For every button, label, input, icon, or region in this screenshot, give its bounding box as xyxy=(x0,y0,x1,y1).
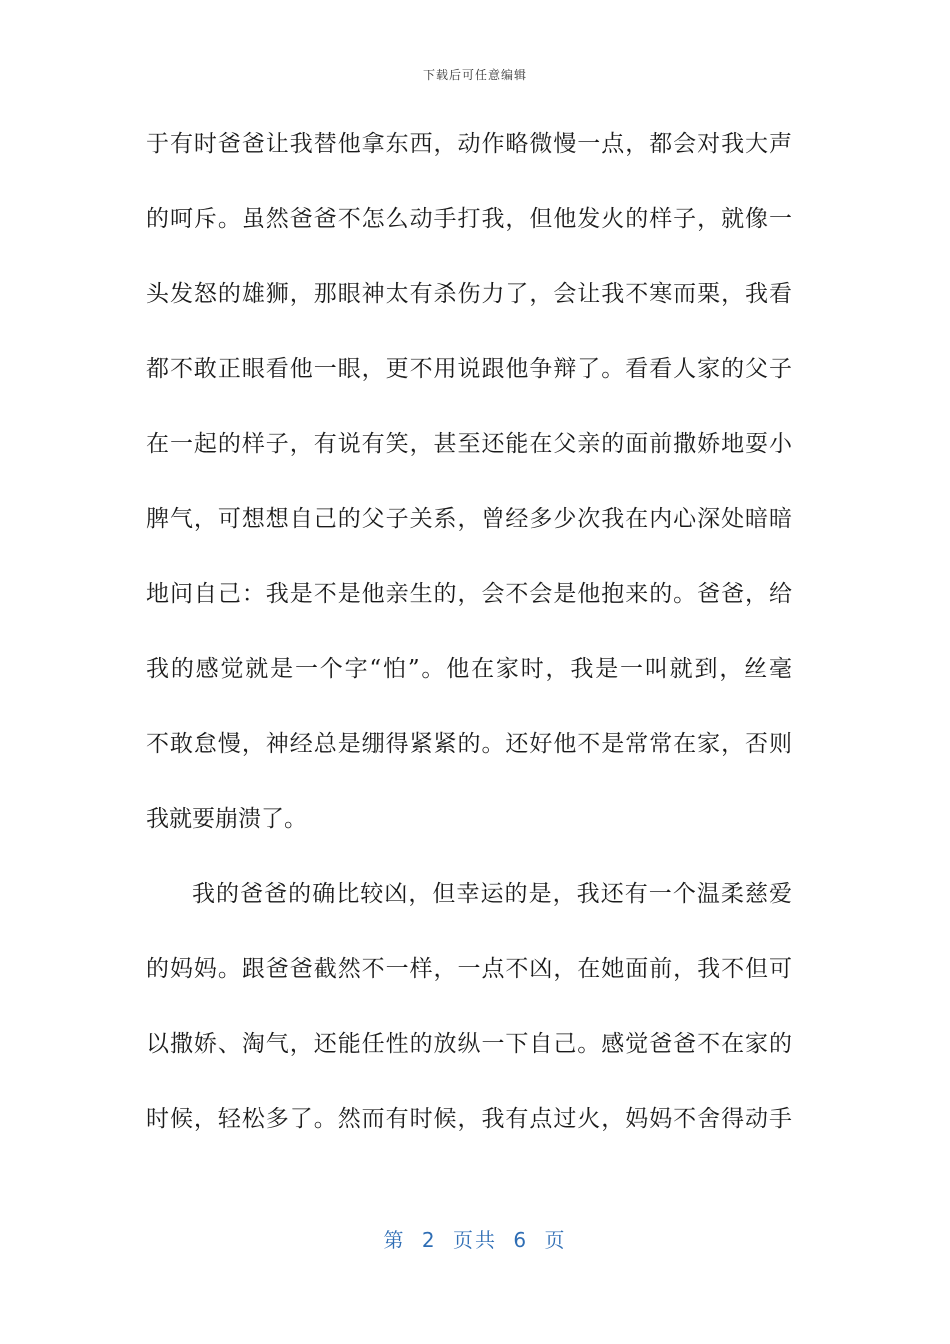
footer-suffix: 页 xyxy=(544,1228,567,1252)
footer-current-page: 2 xyxy=(421,1228,437,1252)
text-line: 的呵斥。虽然爸爸不怎么动手打我，但他发火的样子，就像一 xyxy=(146,206,792,232)
paragraph-2 xyxy=(146,874,792,1174)
text-line: 于有时爸爸让我替他拿东西，动作略微慢一点，都会对我大声 xyxy=(146,131,792,157)
page-header: 下载后可任意编辑 xyxy=(422,68,527,82)
text-line: 地问自己：我是不是他亲生的，会不会是他抱来的。爸爸，给 xyxy=(146,581,792,607)
text-line: 我就要崩溃了。 xyxy=(146,806,307,832)
text-line: 在一起的样子，有说有笑，甚至还能在父亲的面前撒娇地耍小 xyxy=(146,431,792,457)
text-line: 我的感觉就是一个字“怕”。他在家时，我是一叫就到，丝毫 xyxy=(146,656,792,682)
text-line: 的妈妈。跟爸爸截然不一样，一点不凶，在她面前，我不但可 xyxy=(146,956,792,982)
text-line: 以撒娇、淘气，还能任性的放纵一下自己。感觉爸爸不在家的 xyxy=(146,1031,792,1057)
text-line: 我的爸爸的确比较凶，但幸运的是，我还有一个温柔慈爱 xyxy=(192,881,792,907)
paragraph-1 xyxy=(146,124,792,874)
footer-middle: 页共 xyxy=(453,1228,497,1252)
text-line: 头发怒的雄狮，那眼神太有杀伤力了，会让我不寒而栗，我看 xyxy=(146,281,792,307)
text-line: 都不敢正眼看他一眼，更不用说跟他争辩了。看看人家的父子 xyxy=(146,356,792,382)
page-footer xyxy=(0,1224,950,1253)
document-body xyxy=(146,124,792,1174)
footer-prefix: 第 xyxy=(383,1228,406,1252)
text-line: 不敢怠慢，神经总是绷得紧紧的。还好他不是常常在家，否则 xyxy=(146,731,792,757)
text-line: 脾气，可想想自己的父子关系，曾经多少次我在内心深处暗暗 xyxy=(146,506,792,532)
text-line: 时候，轻松多了。然而有时候，我有点过火，妈妈不舍得动手 xyxy=(146,1106,792,1132)
footer-total-pages: 6 xyxy=(513,1228,529,1252)
